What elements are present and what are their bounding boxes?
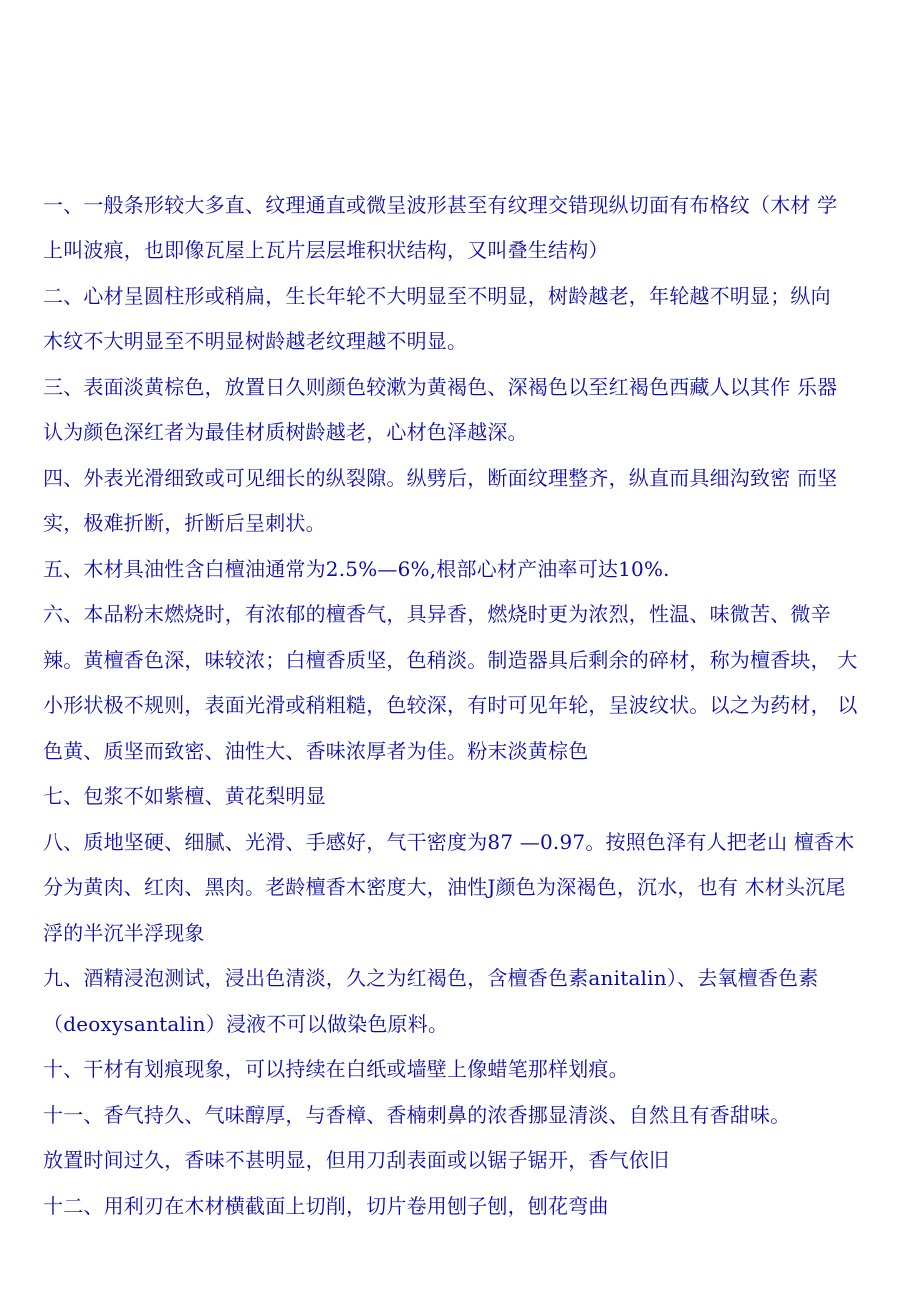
text-line: 认为颜色深红者为最佳材质树龄越老，心材色泽越深。 [43,420,528,444]
text-line: 木纹不大明显至不明显树龄越老纹理越不明显。 [43,329,468,353]
text-line: 七、包浆不如紫檀、黄花梨明显 [43,784,326,808]
text-line: 分为黄肉、红肉、黑肉。老龄檀香木密度大，油性J颜色为深褐色，沉水，也有 木材头沉尾 [43,875,846,899]
text-line: 辣。黄檀香色深，味较浓；白檀香质坚，色稍淡。制造器具后剩余的碎材，称为檀香块， 大 [43,648,858,672]
text-line: 十、干材有划痕现象，可以持续在白纸或墙壁上像蜡笔那样划痕。 [43,1057,629,1081]
text-line: 五、木材具油性含白檀油通常为2.5%—6%,根部心材产油率可达10%. [43,557,670,581]
text-line: 四、外表光滑细致或可见细长的纵裂隙。纵劈后，断面纹理整齐，纵直而具细沟致密 而坚 [43,466,838,490]
text-line: 九、酒精浸泡测试，浸出色清淡，久之为红褐色，含檀香色素anitalin）、去氧檀香色素 [43,966,819,990]
text-line: 十二、用利刃在木材横截面上切削，切片卷用刨子刨，刨花弯曲 [43,1194,609,1218]
text-line: 小形状极不规则，表面光滑或稍粗糙，色较深，有时可见年轮，呈波纹状。以之为药材， 以 [43,693,858,717]
text-line: 二、心材呈圆柱形或稍扁，生长年轮不大明显至不明显，树龄越老，年轮越不明显；纵向 [43,284,831,308]
text-line: （deoxysantalin）浸液不可以做染色原料。 [43,1012,449,1036]
text-line: 八、质地坚硬、细腻、光滑、手感好，气干密度为87 —0.97。按照色泽有人把老山 檀香木 [43,830,855,854]
text-line: 十一、香气持久、气味醇厚，与香樟、香楠刺鼻的浓香挪显清淡、自然且有香甜味。 [43,1103,791,1127]
text-line: 三、表面淡黄棕色，放置日久则颜色较漱为黄褐色、深褐色以至红褐色西藏人以其作 乐器 [43,375,838,399]
text-line: 六、本品粉末燃烧时，有浓郁的檀香气，具异香，燃烧时更为浓烈，性温、味微苦、微辛 [43,602,831,626]
text-line: 一、一般条形较大多直、纹理通直或微呈波形甚至有纹理交错现纵切面有布格纹（木材 学 [43,193,838,217]
text-line: 浮的半沉半浮现象 [43,921,205,945]
text-line: 实，极难折断，折断后呈刺状。 [43,511,326,535]
text-line: 上叫波痕，也即像瓦屋上瓦片层层堆积状结构，又叫叠生结构） [43,238,609,262]
text-line: 放置时间过久，香味不甚明显，但用刀刮表面或以锯子锯开，香气依旧 [43,1148,670,1172]
text-line: 色黄、质坚而致密、油性大、香味浓厚者为佳。粉末淡黄棕色 [43,739,589,763]
